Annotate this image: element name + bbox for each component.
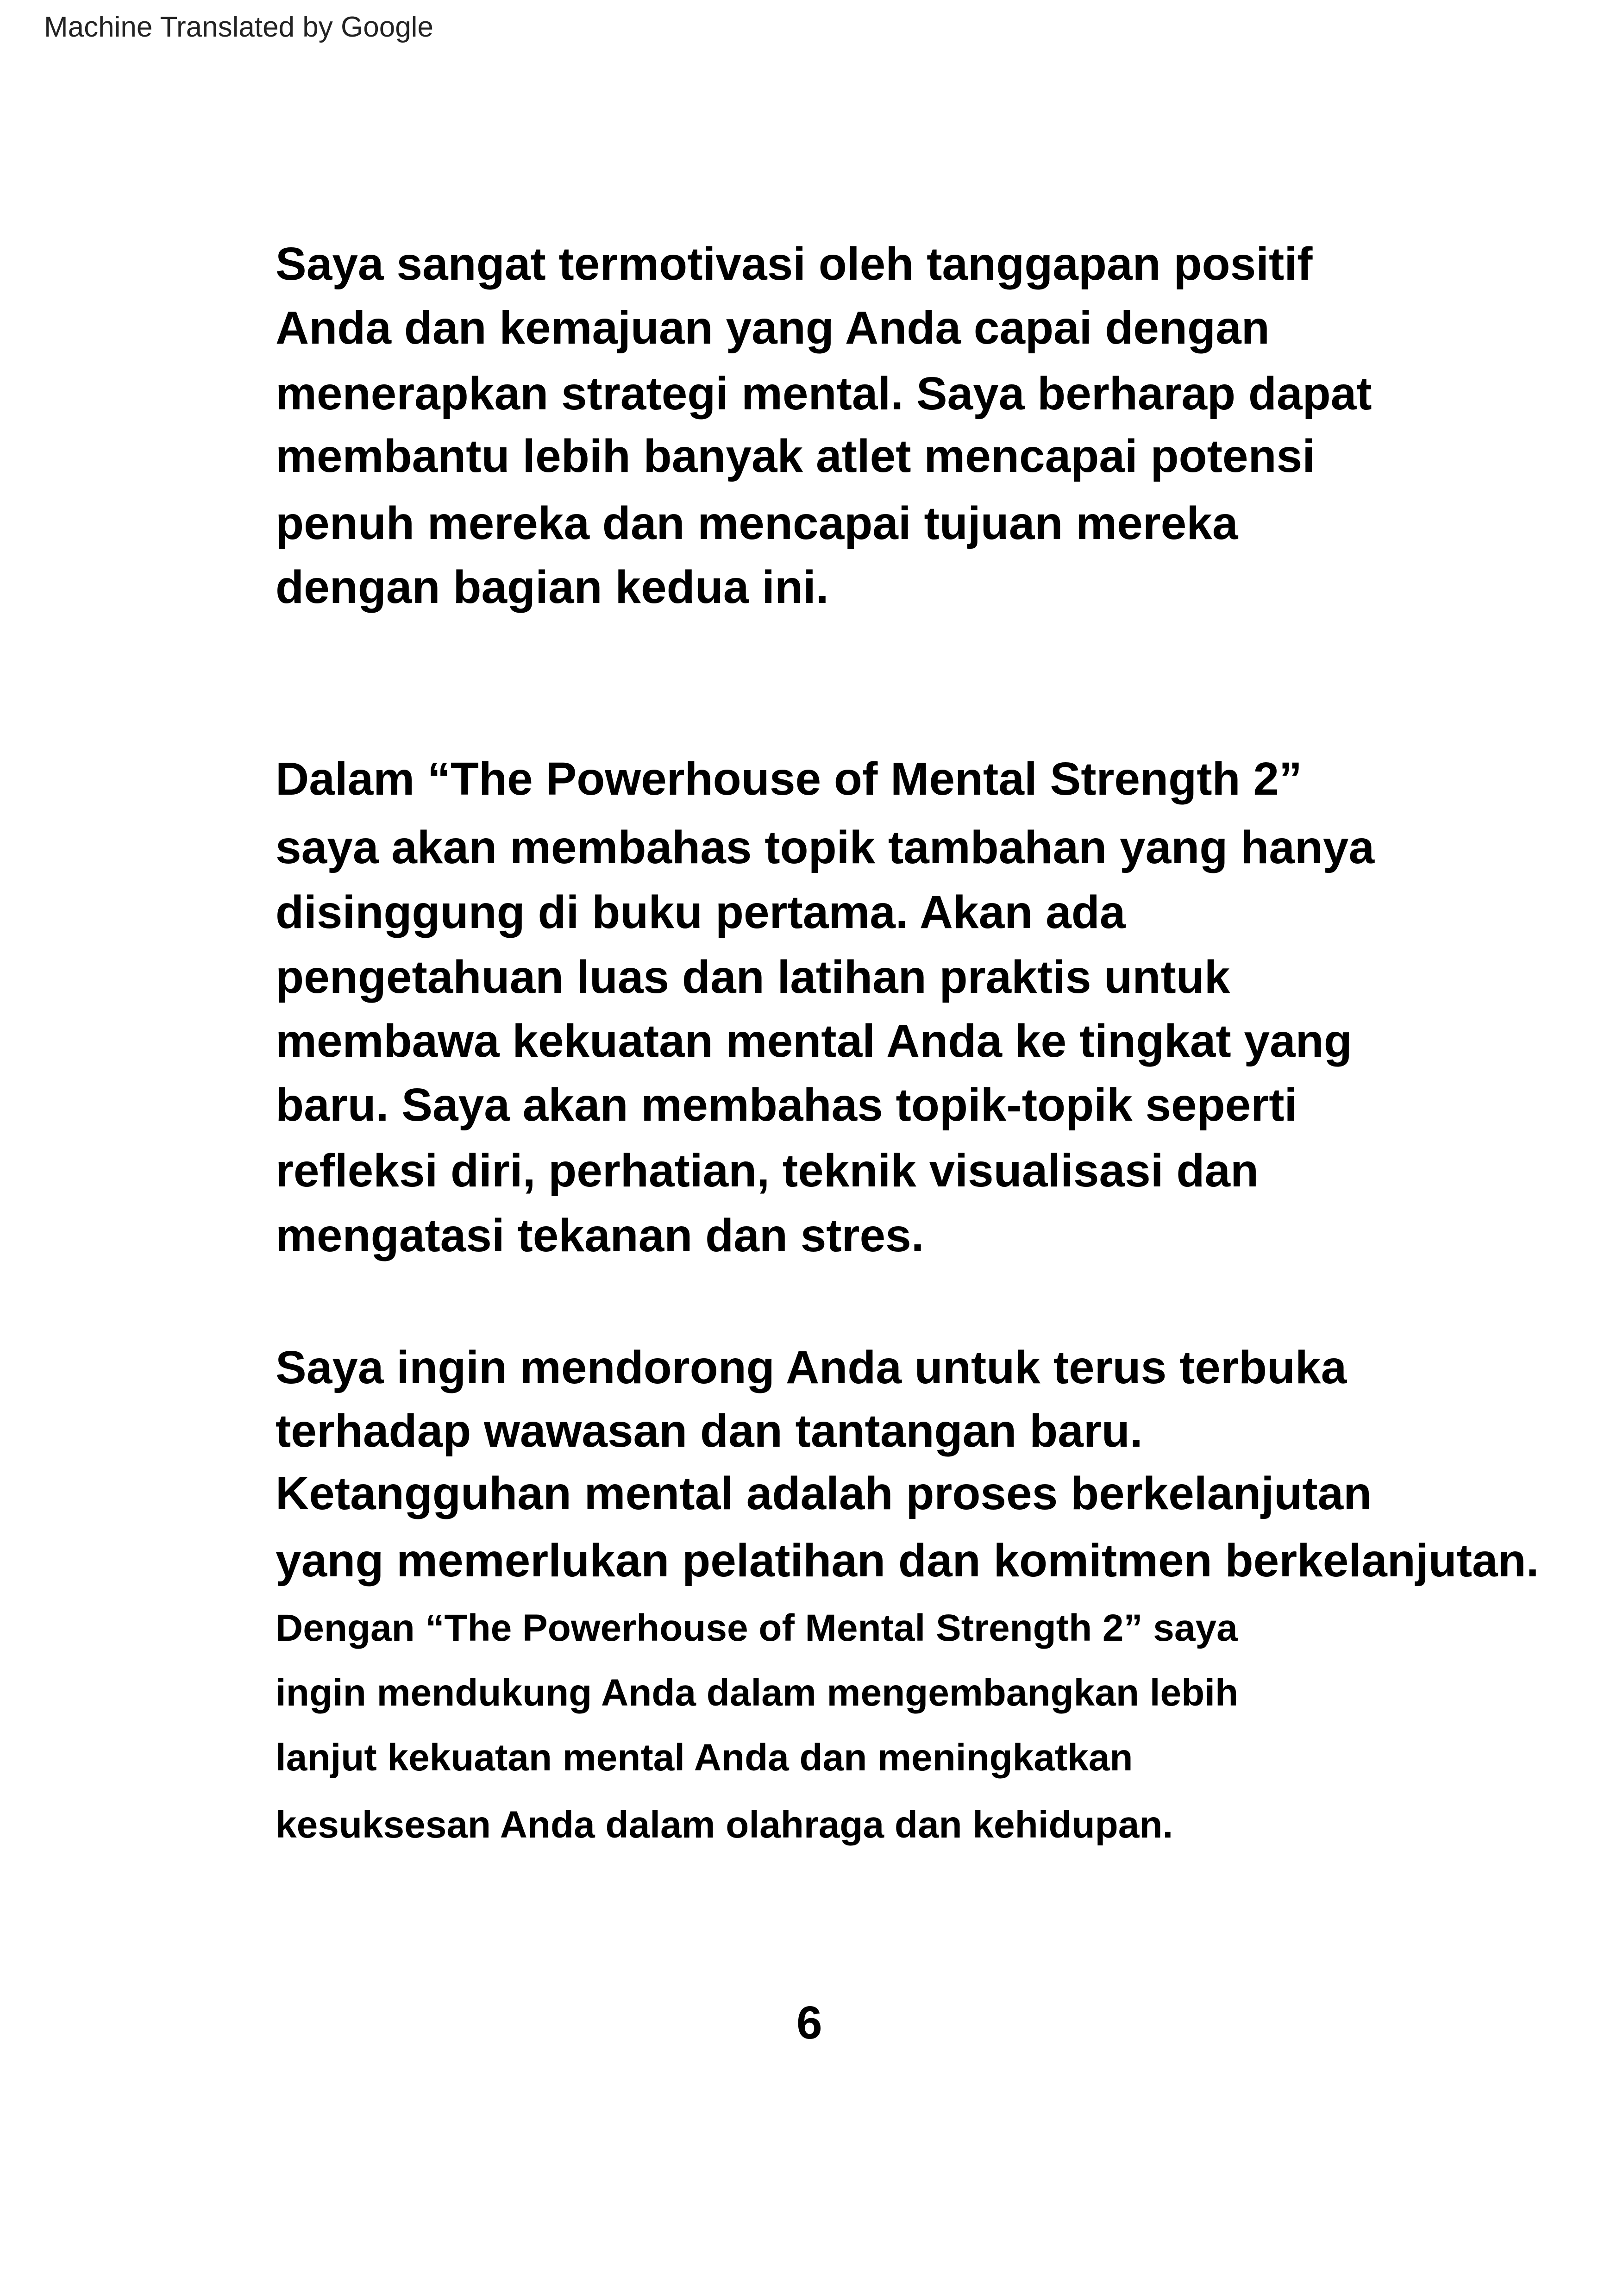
paragraph-3-line-3: Ketangguhan mental adalah proses berkelanjutan xyxy=(276,1468,1372,1519)
paragraph-1-line-6: dengan bagian kedua ini. xyxy=(276,561,829,613)
paragraph-1-line-4: membantu lebih banyak atlet mencapai potensi xyxy=(276,430,1316,482)
paragraph-2-line-7: refleksi diri, perhatian, teknik visualisasi dan xyxy=(276,1145,1259,1197)
paragraph-1-line-5: penuh mereka dan mencapai tujuan mereka xyxy=(276,497,1238,549)
paragraph-3-line-2: terhadap wawasan dan tantangan baru. xyxy=(276,1405,1143,1457)
paragraph-2-line-4: pengetahuan luas dan latihan praktis untuk xyxy=(276,951,1230,1003)
paragraph-2-line-1: Dalam “The Powerhouse of Mental Strength 2” xyxy=(276,753,1302,805)
paragraph-4-line-3: lanjut kekuatan mental Anda dan meningkatkan xyxy=(276,1737,1133,1779)
paragraph-4-line-2: ingin mendukung Anda dalam mengembangkan lebih xyxy=(276,1672,1239,1714)
paragraph-4-line-4: kesuksesan Anda dalam olahraga dan kehidupan. xyxy=(276,1804,1173,1846)
paragraph-1-line-2: Anda dan kemajuan yang Anda capai dengan xyxy=(276,302,1270,354)
page-number: 6 xyxy=(796,1997,822,2049)
paragraph-3-line-4: yang memerlukan pelatihan dan komitmen berkelanjutan. xyxy=(276,1535,1539,1587)
paragraph-2-line-6: baru. Saya akan membahas topik-topik seperti xyxy=(276,1079,1297,1131)
paragraph-2-line-3: disinggung di buku pertama. Akan ada xyxy=(276,886,1126,938)
paragraph-2-line-2: saya akan membahas topik tambahan yang hanya xyxy=(276,822,1375,873)
paragraph-3-line-1: Saya ingin mendorong Anda untuk terus terbuka xyxy=(276,1342,1347,1393)
paragraph-1-line-1: Saya sangat termotivasi oleh tanggapan positif xyxy=(276,238,1313,290)
paragraph-2-line-8: mengatasi tekanan dan stres. xyxy=(276,1210,924,1261)
translation-notice: Machine Translated by Google xyxy=(44,11,433,43)
paragraph-4-line-1: Dengan “The Powerhouse of Mental Strength 2” saya xyxy=(276,1607,1238,1649)
paragraph-2-line-5: membawa kekuatan mental Anda ke tingkat yang xyxy=(276,1015,1352,1067)
paragraph-1-line-3: menerapkan strategi mental. Saya berharap dapat xyxy=(276,368,1372,420)
